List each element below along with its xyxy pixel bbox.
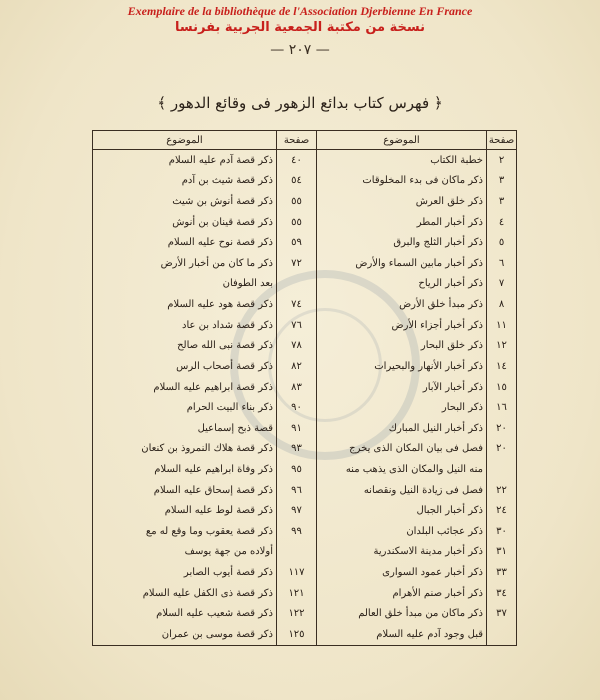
topic-right: ذكر ماكان من مبدأ خلق العالم	[317, 603, 487, 624]
page-number-right: ٢٢	[487, 480, 517, 501]
table-row	[93, 377, 517, 398]
topic-left: ذكر قصة ابراهيم عليه السلام	[153, 381, 273, 393]
page-number-right: ٢٠	[487, 418, 517, 439]
table-row	[93, 521, 517, 542]
table-header-row	[93, 131, 517, 150]
page-number-left: ٩٣	[277, 439, 317, 460]
topic-left: ذكر وفاة ابراهيم عليه السلام	[154, 463, 273, 475]
topic-right: ذكر أخبار عمود السوارى	[317, 562, 487, 583]
page-number-right: ٣٠	[487, 521, 517, 542]
page-number-left: ٨٢	[277, 356, 317, 377]
page-number-left: ٩٩	[277, 521, 317, 542]
topic-left: قصة ذبح إسماعيل	[197, 422, 273, 434]
page-number-right: ٣٣	[487, 562, 517, 583]
topic-left: ذكر بناء البيت الحرام	[186, 402, 273, 414]
table-row	[93, 253, 517, 274]
page-number-right: ٦	[487, 253, 517, 274]
table-row	[93, 274, 517, 295]
topic-left: ذكر قصة أصحاب الرس	[176, 360, 273, 372]
topic-right: قبل وجود آدم عليه السلام	[317, 624, 487, 645]
table-row	[93, 603, 517, 624]
topic-right: ذكر أخبار الأنهار والبحيرات	[317, 356, 487, 377]
topic-right: ذكر خلق العرش	[317, 191, 487, 212]
page-number-left: ٩٧	[277, 500, 317, 521]
page-number-left: ٤٠	[277, 150, 317, 171]
topic-right: خطبة الكتاب	[317, 150, 487, 171]
page-number-left: ٥٥	[277, 212, 317, 233]
topic-right: ذكر أخبار مابين السماء والأرض	[317, 253, 487, 274]
topic-left: بعد الطوفان	[222, 278, 273, 290]
page-number-right: ١٦	[487, 397, 517, 418]
topic-left: أولاده من جهة يوسف	[184, 546, 273, 558]
table-of-contents	[92, 130, 517, 646]
topic-right: ذكر البحار	[317, 397, 487, 418]
page-number-right	[487, 624, 517, 645]
topic-left: ذكر قصة يعقوب وما وقع له مع	[145, 525, 273, 537]
page-number-right: ١٢	[487, 336, 517, 357]
page-number-left: ٥٩	[277, 232, 317, 253]
page-number-right: ٣٤	[487, 583, 517, 604]
table-row	[93, 439, 517, 460]
topic-right: ذكر خلق البحار	[317, 336, 487, 357]
page-number-left: ٩١	[277, 418, 317, 439]
page-number-left: ١٢٢	[277, 603, 317, 624]
table-row	[93, 418, 517, 439]
table-row	[93, 232, 517, 253]
library-watermark-arabic: نسخة من مكتبة الجمعية الجربية بفرنسا	[175, 20, 425, 35]
header-page-right: صفحة	[487, 131, 517, 150]
page-number: — ٢٠٧ —	[270, 42, 330, 58]
topic-right: ذكر أخبار صنم الأهرام	[317, 583, 487, 604]
page-number-right: ١٤	[487, 356, 517, 377]
page-number-right: ٣١	[487, 542, 517, 563]
page-number-left	[277, 274, 317, 295]
topic-left: ذكر قصة آدم عليه السلام	[168, 154, 273, 166]
page-number-right: ٨	[487, 294, 517, 315]
table-row	[93, 397, 517, 418]
page-number-right: ٤	[487, 212, 517, 233]
page-number-left: ١٢١	[277, 583, 317, 604]
page-number-right	[487, 459, 517, 480]
topic-left: ذكر قصة لوط عليه السلام	[164, 505, 273, 517]
page-number-right: ٣	[487, 171, 517, 192]
topic-left: ذكر قصة نوح عليه السلام	[167, 237, 273, 249]
topic-right: ذكر أخبار مدينة الاسكندرية	[317, 542, 487, 563]
table-row	[93, 562, 517, 583]
page-number-left: ٩٦	[277, 480, 317, 501]
table-row	[93, 336, 517, 357]
topic-left: ذكر قصة قينان بن أنوش	[172, 216, 273, 228]
topic-left: ذكر قصة هلاك النمروذ بن كنعان	[141, 443, 273, 455]
topic-left: ذكر قصة نبى الله صالح	[177, 340, 273, 352]
page-number-right: ٥	[487, 232, 517, 253]
table-row	[93, 191, 517, 212]
topic-left: ذكر قصة أيوب الصابر	[183, 567, 273, 578]
index-title: ﴿ فهرس كتاب بدائع الزهور فى وقائع الدهور ﴾	[157, 94, 443, 112]
table-row	[93, 356, 517, 377]
page-number-left	[277, 542, 317, 563]
topic-right: فصل فى بيان المكان الذى يخرج	[317, 439, 487, 460]
table-row	[93, 294, 517, 315]
topic-right: ذكر أخبار الرياح	[317, 274, 487, 295]
table-row	[93, 212, 517, 233]
topic-right: منه النيل والمكان الذى يذهب منه	[317, 459, 487, 480]
page-number-right: ٣٧	[487, 603, 517, 624]
page-number-left: ٥٤	[277, 171, 317, 192]
topic-right: ذكر أخبار النيل المبارك	[317, 418, 487, 439]
page-number-left: ٧٦	[277, 315, 317, 336]
library-watermark-french: Exemplaire de la bibliothèque de l'Association Djerbienne En France	[127, 4, 473, 18]
page-number-right: ١١	[487, 315, 517, 336]
page-number-left: ٩٥	[277, 459, 317, 480]
topic-right: ذكر أخبار أجزاء الأرض	[317, 315, 487, 336]
table-row	[93, 171, 517, 192]
topic-left: ذكر قصة شيث بن آدم	[181, 175, 273, 187]
table-row	[93, 542, 517, 563]
page-number-left: ٩٠	[277, 397, 317, 418]
page-number-right: ١٥	[487, 377, 517, 398]
page-number-left: ٥٥	[277, 191, 317, 212]
table-row	[93, 480, 517, 501]
topic-left: ذكر قصة شعيب عليه السلام	[156, 608, 273, 620]
page-number-left: ١١٧	[277, 562, 317, 583]
table-row	[93, 583, 517, 604]
header-topic-right: الموضوع	[317, 131, 487, 150]
topic-left: ذكر ما كان من أخبار الأرض	[160, 257, 273, 269]
table-body	[93, 150, 517, 646]
page-number-left: ٨٣	[277, 377, 317, 398]
page-number-right: ٧	[487, 274, 517, 295]
page-number-left: ١٢٥	[277, 624, 317, 645]
topic-right: فصل فى زيادة النيل ونقصانه	[317, 480, 487, 501]
topic-left: ذكر قصة موسى بن عمران	[161, 629, 273, 641]
topic-right: ذكر أخبار المطر	[317, 212, 487, 233]
page-number-left: ٧٤	[277, 294, 317, 315]
table-row	[93, 624, 517, 645]
topic-right: ذكر ماكان فى بدء المخلوقات	[317, 171, 487, 192]
page-number-right: ٢	[487, 150, 517, 171]
topic-left: ذكر قصة هود عليه السلام	[167, 299, 273, 311]
table-row	[93, 150, 517, 171]
page-number-right: ٣	[487, 191, 517, 212]
topic-left: ذكر قصة شداد بن عاد	[182, 319, 273, 331]
topic-left: ذكر قصة أنوش بن شيث	[172, 196, 273, 208]
page-number-right: ٢٠	[487, 439, 517, 460]
table-row	[93, 315, 517, 336]
table-row	[93, 500, 517, 521]
page-number-left: ٧٢	[277, 253, 317, 274]
header-page-left: صفحة	[277, 131, 317, 150]
topic-right: ذكر مبدأ خلق الأرض	[317, 294, 487, 315]
topic-right: ذكر أخبار الثلج والبرق	[317, 232, 487, 253]
topic-right: ذكر أخبار الجبال	[317, 500, 487, 521]
topic-right: ذكر عجائب البلدان	[317, 521, 487, 542]
page-number-right: ٢٤	[487, 500, 517, 521]
topic-left: ذكر قصة إسحاق عليه السلام	[153, 484, 273, 496]
topic-left: ذكر قصة ذى الكفل عليه السلام	[142, 587, 273, 599]
page-number-left: ٧٨	[277, 336, 317, 357]
header-topic-left: الموضوع	[93, 131, 277, 150]
table-row	[93, 459, 517, 480]
topic-right: ذكر أخبار الآبار	[317, 377, 487, 398]
